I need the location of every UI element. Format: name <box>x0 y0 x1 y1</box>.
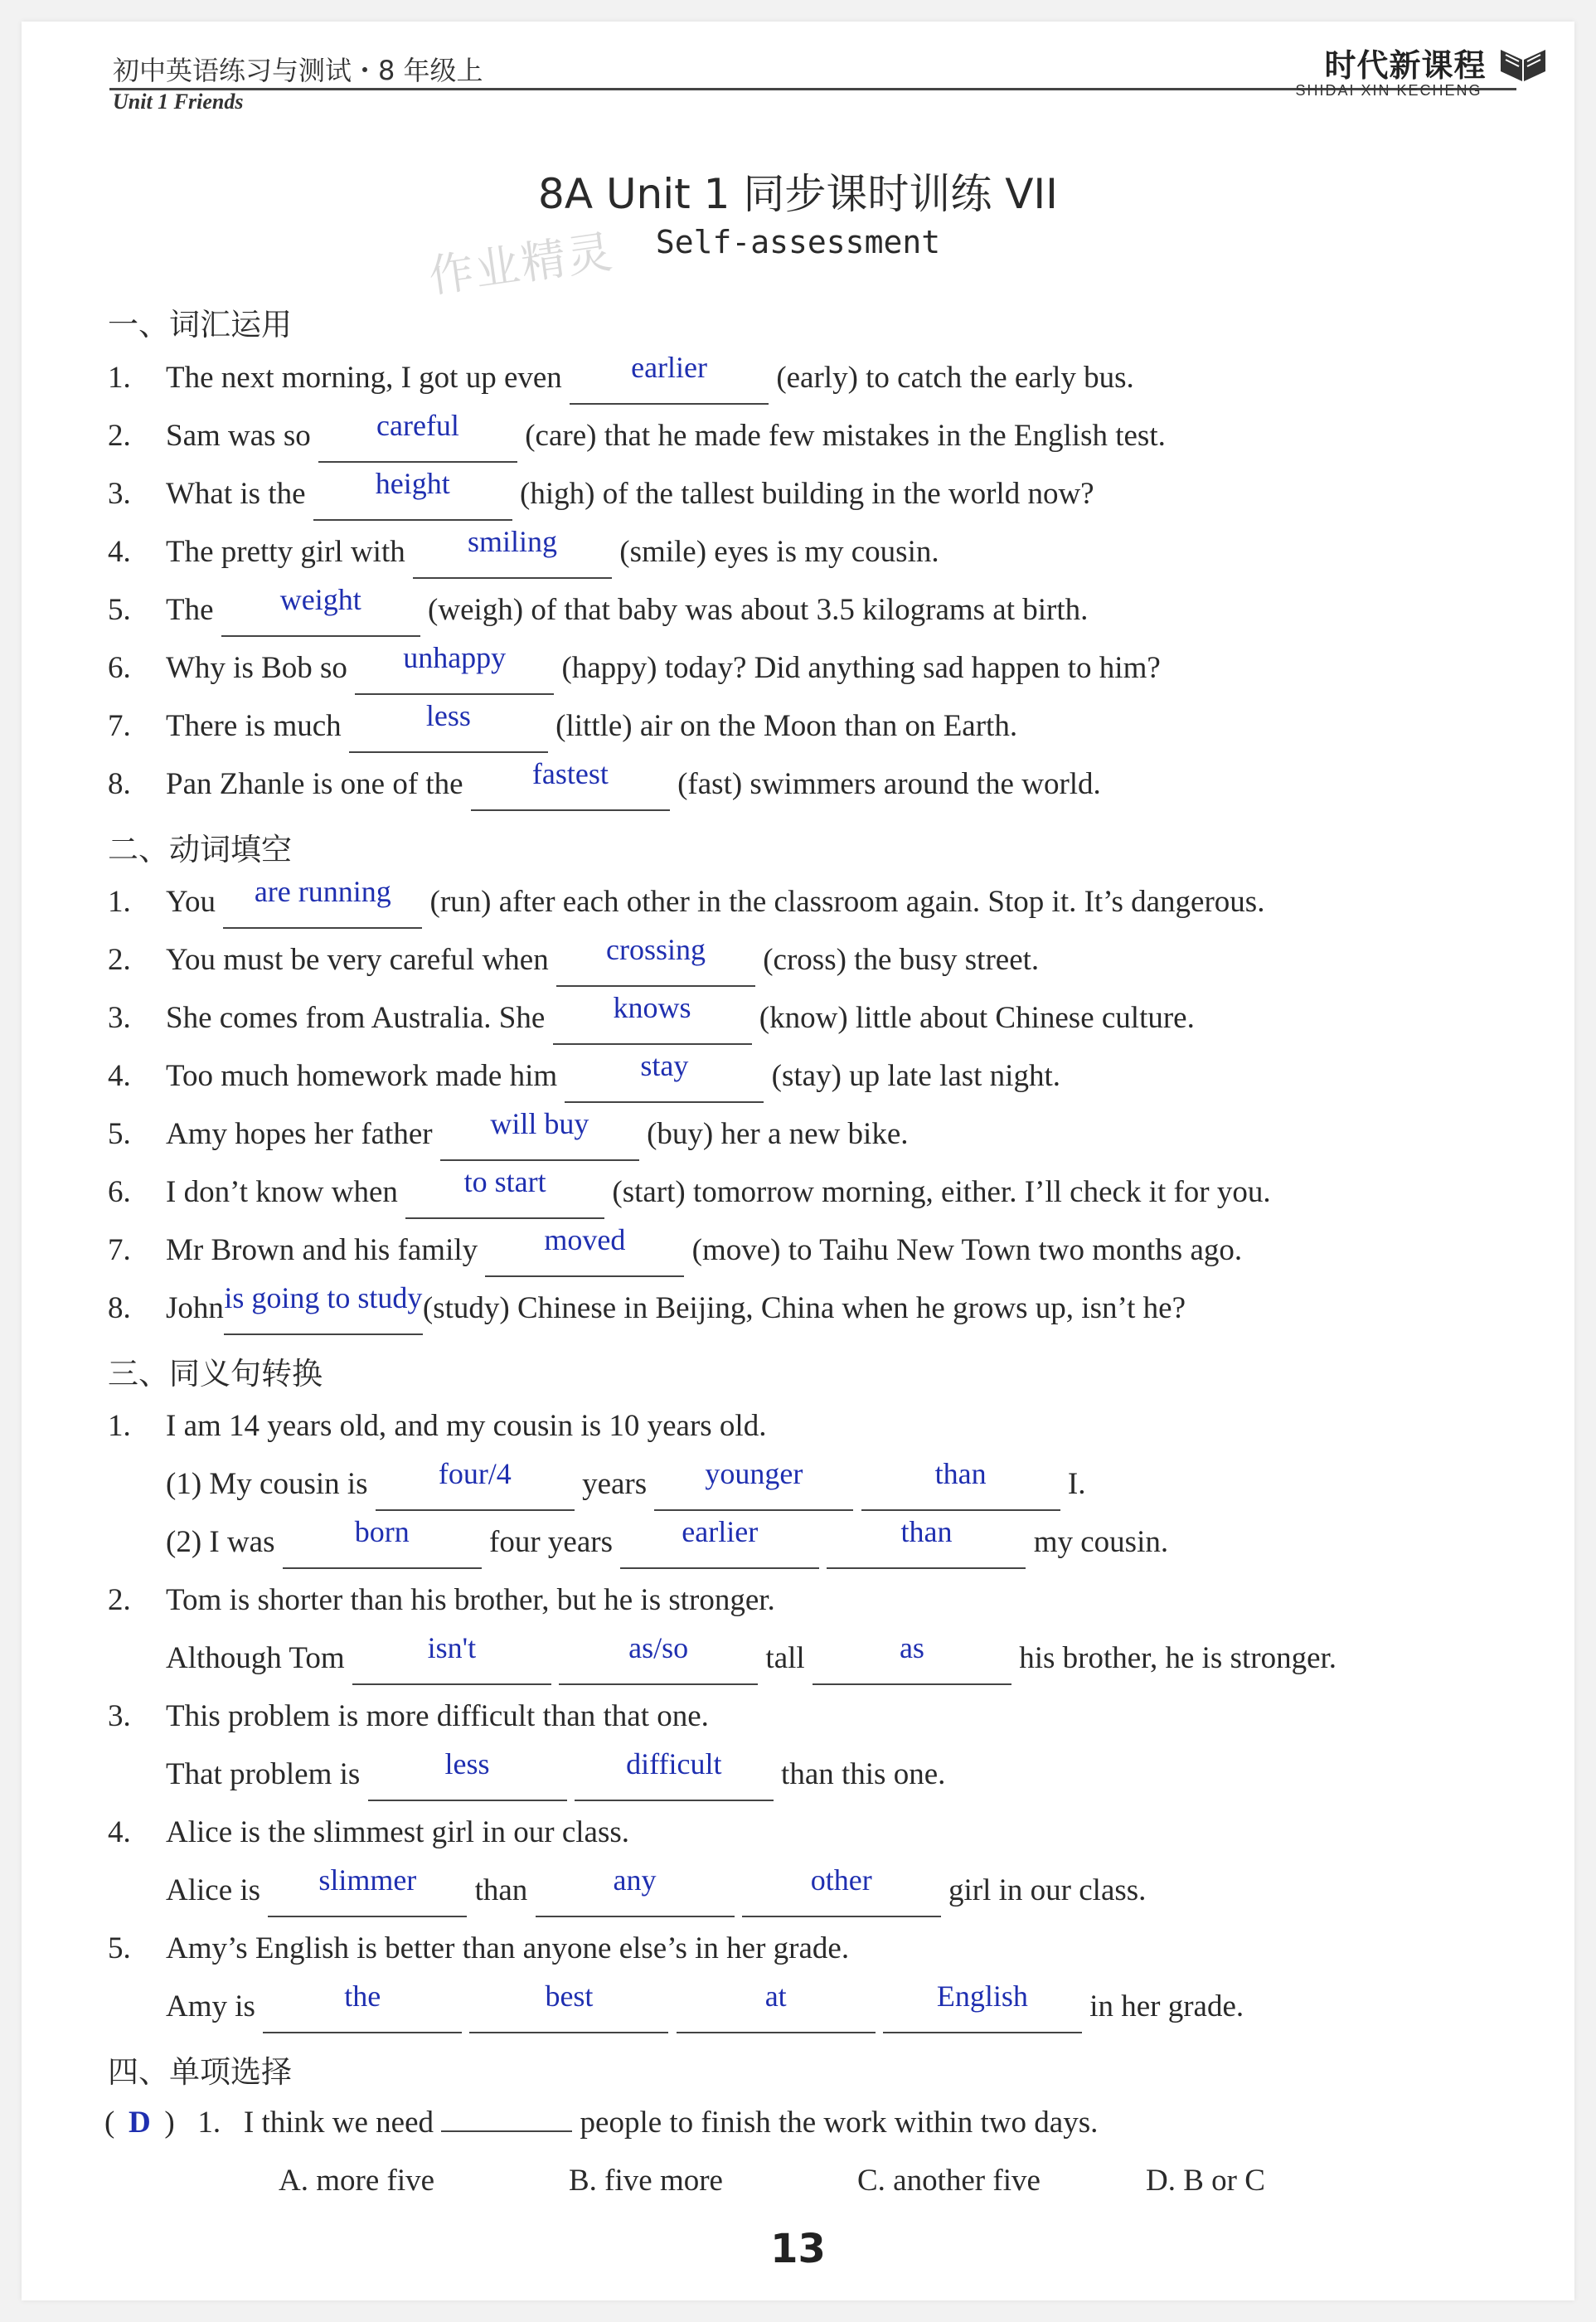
item-text: (little) air on the Moon than on Earth. <box>547 709 1018 743</box>
item-text: Tom is shorter than his brother, but he is stronger. <box>166 1583 775 1617</box>
brand-name-cn: 时代新课程 <box>1324 47 1487 84</box>
item-text: Alice is <box>166 1873 269 1907</box>
answer-text: as <box>899 1631 924 1664</box>
item-text: You must be very careful when <box>166 943 556 977</box>
answer-blank[interactable] <box>368 1747 567 1801</box>
answer-blank[interactable] <box>376 1457 575 1511</box>
answer-paren-close: ) <box>164 2106 175 2140</box>
exercise-line <box>108 1698 709 1734</box>
answer-blank[interactable] <box>565 1049 764 1103</box>
answer-blank[interactable] <box>318 409 517 463</box>
exercise-line <box>108 1863 1147 1917</box>
answer-blank[interactable] <box>575 1747 774 1801</box>
answer-text: less <box>444 1747 490 1780</box>
item-number: 7. <box>108 709 131 743</box>
item-text: There is much <box>166 709 349 743</box>
brand-name-en: SHIDAI XIN KECHENG <box>1295 82 1482 99</box>
item-text: (1) My cousin is <box>166 1467 376 1501</box>
item-number: 1. <box>108 361 131 395</box>
question-blank[interactable] <box>441 2106 572 2132</box>
item-number: 7. <box>108 1233 131 1267</box>
answer-text: knows <box>613 991 691 1024</box>
answer-blank[interactable] <box>813 1631 1011 1685</box>
answer-blank[interactable] <box>413 525 612 579</box>
item-number: 2. <box>108 1583 131 1617</box>
item-number: 2. <box>108 419 131 453</box>
answer-text: will buy <box>490 1107 589 1140</box>
item-text: That problem is <box>166 1757 368 1791</box>
answer-blank[interactable] <box>485 1223 684 1277</box>
answer-blank[interactable] <box>221 583 420 637</box>
exercise-line <box>108 1281 1186 1335</box>
exercise-line <box>108 757 1101 811</box>
item-text: Too much homework made him <box>166 1059 565 1093</box>
option-b[interactable]: B. five more <box>569 2164 723 2198</box>
item-text: I. <box>1060 1467 1086 1501</box>
exercise-line <box>108 641 1161 695</box>
answer-blank[interactable] <box>570 351 769 405</box>
item-text: people to finish the work within two days. <box>572 2106 1099 2140</box>
exercise-line <box>108 351 1134 405</box>
item-text: I think we need <box>243 2106 442 2140</box>
item-text: (weigh) of that baby was about 3.5 kilograms at birth. <box>420 593 1089 627</box>
answer-text: crossing <box>605 933 706 966</box>
exercise-line <box>108 991 1195 1045</box>
item-text: (buy) her a new bike. <box>638 1117 909 1151</box>
item-text: (study) Chinese in Beijing, China when he grows up, isn’t he? <box>422 1291 1186 1325</box>
answer-blank[interactable] <box>620 1515 819 1569</box>
item-text: The pretty girl with <box>166 535 413 569</box>
section-heading: 四、单项选择 <box>108 2054 292 2090</box>
item-text: my cousin. <box>1026 1525 1169 1559</box>
exercise-line <box>108 1165 1271 1219</box>
item-number: 8. <box>108 1291 131 1325</box>
exercise-line <box>108 583 1089 637</box>
item-text: Alice is the slimmest girl in our class. <box>166 1815 630 1849</box>
item-number: 6. <box>108 651 131 685</box>
item-text: She comes from Australia. She <box>166 1001 553 1035</box>
exercise-line <box>108 875 1265 929</box>
answer-text: to start <box>463 1165 546 1198</box>
worksheet-page <box>22 22 1574 2300</box>
exercise-line <box>108 1457 1086 1511</box>
item-text: (fast) swimmers around the world. <box>669 767 1101 801</box>
answer-blank[interactable] <box>223 875 422 929</box>
exercise-line <box>108 699 1018 753</box>
item-text: I don’t know when <box>166 1175 406 1209</box>
item-number: 3. <box>108 1699 131 1733</box>
exercise-line <box>108 525 939 579</box>
item-text: Amy hopes her father <box>166 1117 440 1151</box>
item-text: (happy) today? Did anything sad happen to him? <box>554 651 1161 685</box>
answer-text: the <box>344 1980 381 2013</box>
item-text: The next morning, I got up even <box>166 361 570 395</box>
answer-blank[interactable] <box>283 1515 482 1569</box>
item-number: 1. <box>197 2106 221 2140</box>
answer-blank[interactable] <box>654 1457 853 1511</box>
item-text: The <box>166 593 221 627</box>
page-title: 8A Unit 1 同步课时训练 VII <box>538 170 1058 218</box>
brand-logo <box>1269 40 1542 100</box>
brand-book-icon <box>1497 41 1549 85</box>
unit-label: Unit 1 Friends <box>113 90 244 114</box>
item-number: 3. <box>108 477 131 511</box>
answer-blank[interactable] <box>263 1980 462 2033</box>
option-a[interactable]: A. more five <box>279 2164 435 2198</box>
option-c[interactable]: C. another five <box>857 2164 1041 2198</box>
answer-text: is going to study <box>224 1281 423 1314</box>
answer-blank[interactable] <box>313 467 512 521</box>
answer-text: isn't <box>427 1631 477 1664</box>
answer-blank[interactable] <box>536 1863 735 1917</box>
item-text: (early) to catch the early bus. <box>769 361 1134 395</box>
answer-blank[interactable] <box>827 1515 1026 1569</box>
exercise-line <box>108 1582 775 1618</box>
answer-blank[interactable] <box>440 1107 639 1161</box>
item-text: Amy’s English is better than anyone else’s in her grade. <box>166 1931 850 1965</box>
answer-text: than <box>934 1457 987 1490</box>
item-text: tall <box>758 1641 813 1675</box>
exercise-line <box>108 1931 849 1966</box>
item-number: 2. <box>108 943 131 977</box>
answer-blank[interactable] <box>553 991 752 1045</box>
watermark: 作业精灵 <box>425 225 617 304</box>
item-number: 4. <box>108 1815 131 1849</box>
item-number: 5. <box>108 1931 131 1965</box>
answer-blank[interactable] <box>224 1281 423 1335</box>
item-text: John <box>166 1291 224 1325</box>
item-text: Amy is <box>166 1989 264 2023</box>
item-number: 6. <box>108 1175 131 1209</box>
item-number: 1. <box>108 1409 131 1443</box>
answer-blank[interactable] <box>559 1631 758 1685</box>
exercise-line <box>108 409 1166 463</box>
answer-text: weight <box>279 583 361 616</box>
answer-blank[interactable] <box>405 1165 604 1219</box>
answer-text: than <box>900 1515 953 1548</box>
item-number: 4. <box>108 1059 131 1093</box>
item-number: 1. <box>108 885 131 919</box>
item-text: (high) of the tallest building in the world now? <box>512 477 1094 511</box>
item-text: (cross) the busy street. <box>754 943 1040 977</box>
answer-text: careful <box>376 409 459 442</box>
item-number: 4. <box>108 535 131 569</box>
exercise-line <box>108 1107 909 1161</box>
item-text: (2) I was <box>166 1525 283 1559</box>
item-text: (move) to Taihu New Town two months ago. <box>684 1233 1243 1267</box>
item-text: Why is Bob so <box>166 651 356 685</box>
item-number: 8. <box>108 767 131 801</box>
exercise-line <box>108 1980 1244 2033</box>
item-text: in her grade. <box>1081 1989 1244 2023</box>
exercise-line <box>108 1223 1243 1277</box>
answer-text: slimmer <box>318 1863 417 1897</box>
exercise-line <box>108 1631 1337 1685</box>
item-text: four years <box>481 1525 621 1559</box>
exercise-line <box>104 2105 1098 2140</box>
answer-blank[interactable] <box>883 1980 1082 2033</box>
exercise-line <box>108 467 1094 521</box>
answer-blank[interactable] <box>556 933 755 987</box>
page-number: 13 <box>770 2226 826 2272</box>
item-text: Pan Zhanle is one of the <box>166 767 471 801</box>
item-text: What is the <box>166 477 313 511</box>
item-text: You <box>166 885 224 919</box>
answer-text: stay <box>640 1049 689 1082</box>
answer-blank[interactable] <box>352 1631 551 1685</box>
answer-text: less <box>425 699 471 732</box>
item-text: girl in our class. <box>940 1873 1147 1907</box>
answer-blank[interactable] <box>349 699 548 753</box>
item-text: This problem is more difficult than that one. <box>166 1699 709 1733</box>
item-number: 5. <box>108 593 131 627</box>
answer-text: moved <box>544 1223 626 1256</box>
answer-text: at <box>764 1980 787 2013</box>
answer-text: younger <box>705 1457 803 1490</box>
item-text: Mr Brown and his family <box>166 1233 486 1267</box>
answer-text: smiling <box>467 525 558 558</box>
book-title: 初中英语练习与测试・8 年级上 <box>113 55 483 86</box>
answer-text: unhappy <box>403 641 507 674</box>
item-text: Although Tom <box>166 1641 352 1675</box>
answer-text: four/4 <box>438 1457 512 1490</box>
answer-blank[interactable] <box>268 1863 467 1917</box>
item-text: (start) tomorrow morning, either. I’ll check it for you. <box>604 1175 1271 1209</box>
exercise-line <box>108 1408 766 1444</box>
exercise-line <box>108 1747 946 1801</box>
exercise-line <box>108 1814 629 1850</box>
answer-text: born <box>354 1515 410 1548</box>
answer-blank[interactable] <box>861 1457 1060 1511</box>
item-number: 3. <box>108 1001 131 1035</box>
answer-text: as/so <box>628 1631 689 1664</box>
answer-text: height <box>375 467 450 500</box>
answer-text: best <box>545 1980 594 2013</box>
item-text: (stay) up late last night. <box>764 1059 1060 1093</box>
section-heading: 一、词汇运用 <box>108 307 292 342</box>
answer-blank[interactable] <box>742 1863 941 1917</box>
item-text: than this one. <box>773 1757 946 1791</box>
item-text: than <box>467 1873 536 1907</box>
answer-blank[interactable] <box>355 641 554 695</box>
item-text: (care) that he made few mistakes in the English test. <box>517 419 1166 453</box>
answer-blank[interactable] <box>469 1980 668 2033</box>
item-text: (know) little about Chinese culture. <box>751 1001 1195 1035</box>
answer-blank[interactable] <box>471 757 670 811</box>
item-text: years <box>574 1467 655 1501</box>
answer-text: difficult <box>626 1747 722 1780</box>
exercise-line <box>108 1515 1169 1569</box>
item-text: (run) after each other in the classroom again. Stop it. It’s dangerous. <box>422 885 1265 919</box>
item-text: (smile) eyes is my cousin. <box>612 535 939 569</box>
exercise-line <box>108 1049 1060 1103</box>
section-heading: 二、动词填空 <box>108 832 292 867</box>
answer-text: any <box>613 1863 657 1897</box>
item-text: I am 14 years old, and my cousin is 10 years old. <box>166 1409 767 1443</box>
answer-text: earlier <box>631 351 708 384</box>
choice-answer[interactable]: D <box>128 2106 151 2140</box>
page-subtitle: Self-assessment <box>655 224 941 260</box>
answer-text: are running <box>254 875 391 908</box>
item-text: his brother, he is stronger. <box>1011 1641 1337 1675</box>
item-number: 5. <box>108 1117 131 1151</box>
answer-text: fastest <box>531 757 609 790</box>
answer-blank[interactable] <box>677 1980 876 2033</box>
section-heading: 三、同义句转换 <box>108 1356 323 1392</box>
answer-text: English <box>936 1980 1028 2013</box>
option-d[interactable]: D. B or C <box>1146 2164 1265 2198</box>
item-text: Sam was so <box>166 419 318 453</box>
answer-text: other <box>810 1863 872 1897</box>
exercise-line <box>108 933 1040 987</box>
answer-text: earlier <box>682 1515 759 1548</box>
answer-paren-open: ( <box>104 2106 115 2140</box>
